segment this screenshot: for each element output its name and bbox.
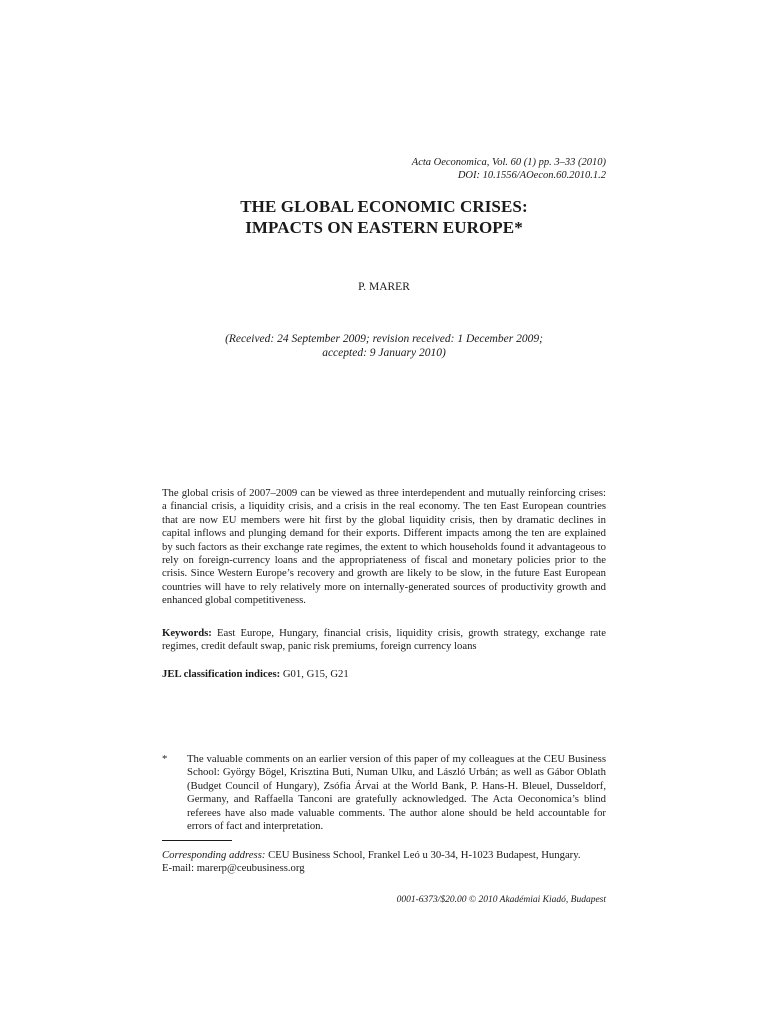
paper-title [162,196,606,238]
acknowledgement-footnote [162,753,606,833]
abstract: The global crisis of 2007–2009 can be viewed as three interdependent and mutually reinforcing crises: a financial crisis, a liquidity crisis, and a crisis in the real economy. The ten East European countries that are now EU members were hit first by the global liquidity crisis, then by dramatic declines in capital inflows and plunging demand for their exports. Different impacts among the ten are explained by such factors as their exchange rate regimes, the extent to which households found it advantageous to rely on foreign-currency loans and the appropriateness of fiscal and monetary policies prior to the crisis. Since Western Europe’s recovery and growth are likely to be slow, in the future East European countries will have to rely relatively more on internally-generated sources of productivity growth and enhanced global competitiveness. [162,487,606,607]
journal-citation: Acta Oeconomica, Vol. 60 (1) pp. 3–33 (2010) [411,157,606,168]
jel-classification [162,668,606,681]
copyright-line: 0001-6373/$20.00 © 2010 Akadémiai Kiadó, Budapest [396,895,606,905]
keywords-label: Keywords: [162,627,212,639]
author-name: P. MARER [358,281,410,293]
corresponding-address [162,849,606,876]
keywords [162,627,606,654]
corresponding-email: E-mail: marerp@ceubusiness.org [162,862,305,875]
title-line-1: THE GLOBAL ECONOMIC CRISES: [240,197,528,216]
jel-label: JEL classification indices: [162,668,281,680]
received-line-2: accepted: 9 January 2010) [322,346,446,359]
title-line-2: IMPACTS ON EASTERN EUROPE* [245,218,523,237]
footnote-text: The valuable comments on an earlier version of this paper of my colleagues at the CEU Business School: György Bögel, Krisztina Buti, Numan Ulku, and László Urbán; as well as Gábor Oblath (Budget Council of Hungary), Zsófia Árvai at the World Bank, P. Hans-H. Bleuel, Dusseldorf, Germany, and Raffaella Tanconi are gratefully acknowledged. The Acta Oeconomica’s blind referees have also made valuable comments. The author alone should be held accountable for errors of fact and interpretation. [187,753,606,833]
footnote-divider [162,840,232,841]
corresponding-address-text: CEU Business School, Frankel Leó u 30-34, H-1023 Budapest, Hungary. [268,849,581,861]
journal-reference [412,156,606,182]
doi: DOI: 10.1556/AOecon.60.2010.1.2 [457,170,606,181]
jel-codes: G01, G15, G21 [282,668,349,680]
corresponding-label: Corresponding address: [162,849,266,861]
footnote-mark: * [162,753,168,765]
keywords-text: East Europe, Hungary, financial crisis, liquidity crisis, growth strategy, exchange rate regimes, credit default swap, panic risk premiums, foreign currency loans [162,627,606,653]
received-dates [162,333,606,360]
received-line-1: (Received: 24 September 2009; revision received: 1 December 2009; [225,333,543,345]
